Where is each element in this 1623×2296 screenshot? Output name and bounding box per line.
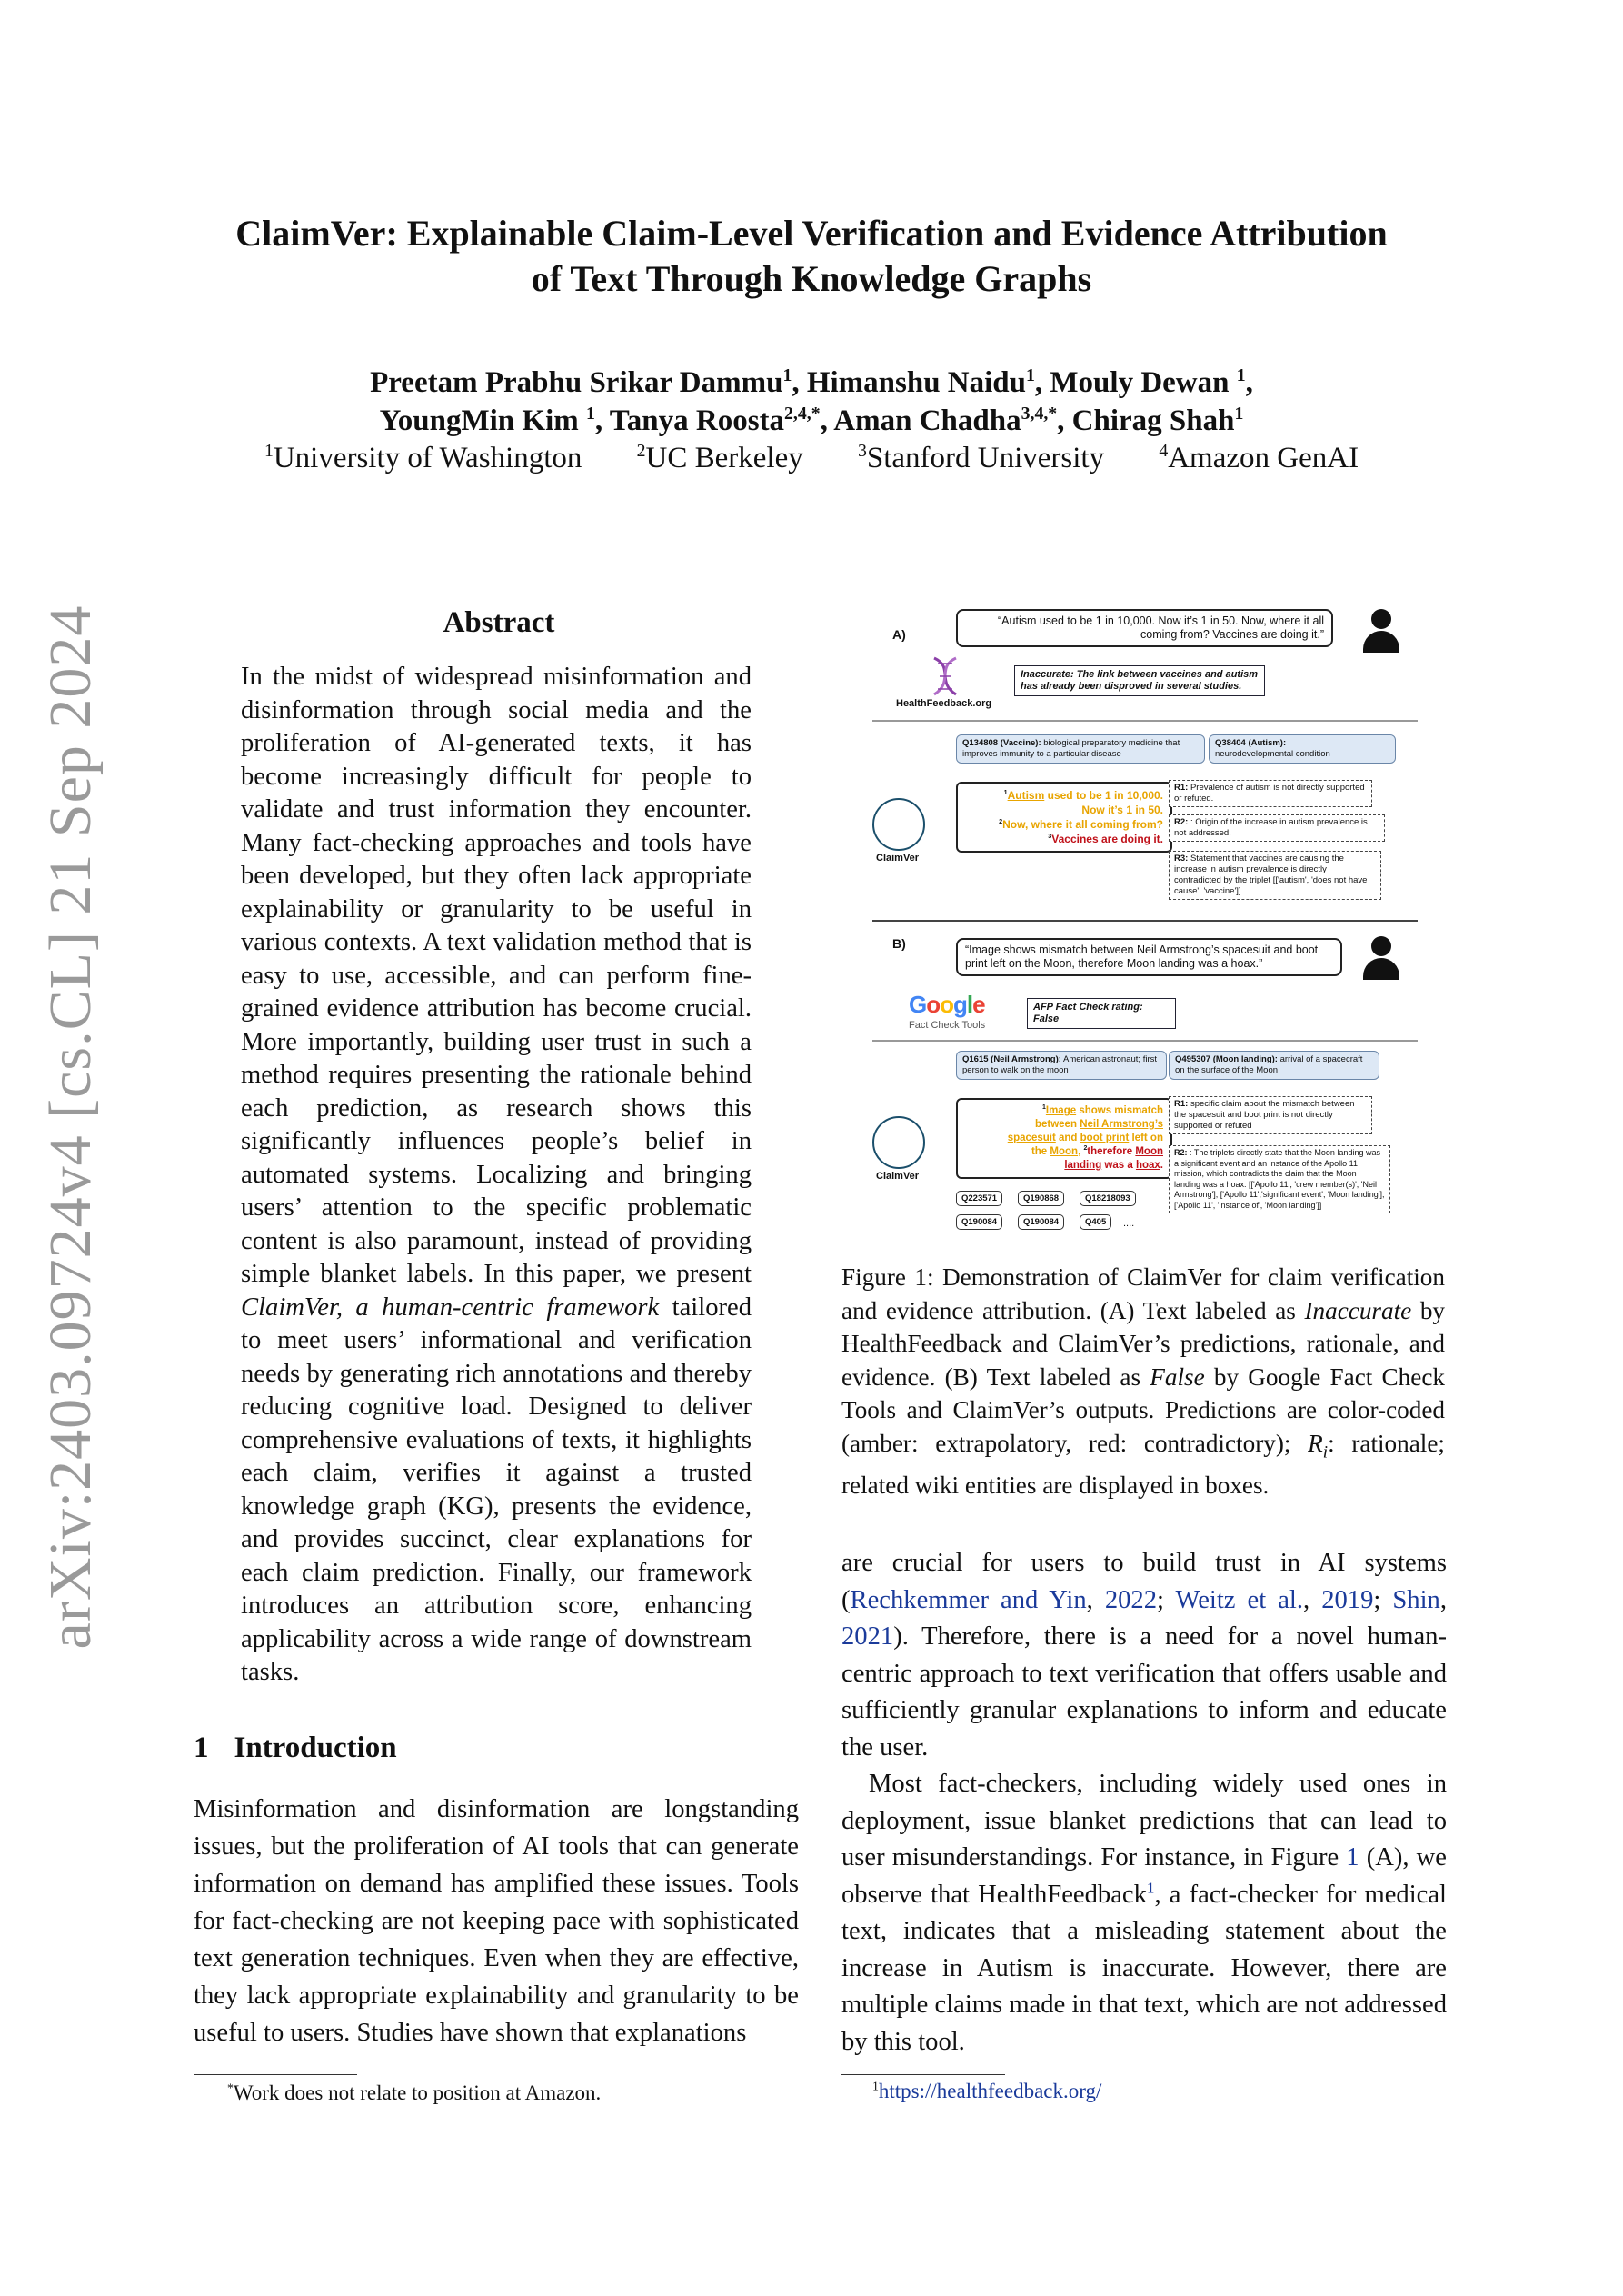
panel-a-label: A) [892, 627, 906, 642]
paragraph [841, 1545, 1447, 1766]
entity-desc: arrival of a spacecraft on the surface of the Moon [1175, 1054, 1363, 1075]
text: ; [1373, 1585, 1393, 1614]
affil-sup: 1 [264, 441, 274, 461]
citation-link[interactable]: Shin [1392, 1585, 1440, 1614]
caption-emphasis: False [1150, 1363, 1205, 1391]
panel-b-verdict: AFP Fact Check rating: False [1027, 998, 1176, 1029]
entity-span: Image [1045, 1105, 1077, 1116]
claim-text: left on [1129, 1133, 1163, 1143]
footnote-right [872, 2080, 1101, 2103]
divider [872, 1040, 1418, 1042]
google-logo: Google [909, 991, 985, 1018]
rationale-text: Prevalence of autism is not directly supported or refuted. [1174, 783, 1365, 804]
caption-emphasis: Inaccurate [1304, 1296, 1412, 1324]
entity-id: Q134808 (Vaccine): [962, 738, 1041, 748]
rationale-a-r2 [1169, 814, 1385, 842]
fact-check-tools-label: Fact Check Tools [909, 1020, 986, 1031]
citation-link[interactable]: 2019 [1321, 1585, 1374, 1614]
wiki-id-badge: Q190084 [956, 1214, 1002, 1230]
wiki-id-badge: Q405 [1080, 1214, 1111, 1230]
rationale-tag: R2: [1174, 817, 1189, 827]
entity-span: landing [1064, 1160, 1102, 1171]
affiliation [264, 442, 582, 474]
entity-box-neil-armstrong [956, 1051, 1167, 1080]
abstract-text: tailored to meet users’ informational and verification needs by generating rich annotations and thereby reducing cognitive load. Designed to deliver comprehensive evaluations of texts, it highlights each claim, verifies it against a trusted knowledge graph (KG), presents the evidence, and provides succinct, clear explanations for each claim prediction. Finally, our framework introduces an attribution score, enhancing applicability across a wide range of downstream tasks. [241, 1293, 752, 1686]
claim-number: 2 [1083, 1145, 1088, 1153]
entity-span: Moon [1135, 1146, 1163, 1157]
author-sup: 1 [1026, 365, 1035, 385]
footnote-text: Work does not relate to position at Amazon. [233, 2081, 602, 2104]
claim-text: therefore [1087, 1146, 1136, 1157]
paper-title [164, 211, 1459, 302]
rationale-text: specific claim about the mismatch between the spacesuit and boot print is not directly supported or refuted [1174, 1099, 1355, 1131]
caption-text: Figure 1: Demonstration of ClaimVer for claim verification and evidence attribution. (A) Text labeled as [841, 1263, 1445, 1324]
author-name: Preetam Prabhu Srikar Dammu [370, 366, 783, 399]
entity-box-vaccine [956, 734, 1205, 764]
author-sup: 1 [782, 365, 792, 385]
rationale-a-r1 [1169, 780, 1372, 807]
claim-text: Now it’s 1 in 50. [1081, 804, 1163, 816]
author-sup: 1 [1234, 404, 1244, 424]
text: are crucial for users to build trust in AI systems ( [841, 1549, 1447, 1614]
entity-desc: biological preparatory medicine that improves immunity to a particular disease [962, 738, 1180, 759]
affil-sup: 2 [636, 441, 646, 461]
claim-number: 1 [1042, 1104, 1046, 1112]
author-sup: 2,4,* [784, 404, 821, 424]
affil-name: Amazon GenAI [1168, 442, 1359, 474]
author-sup: 3,4,* [1021, 404, 1058, 424]
text: , [1086, 1585, 1105, 1614]
text: (A), we observe that HealthFeedback [841, 1843, 1447, 1909]
arxiv-id: arXiv:2403.09724v4 [cs.CL] 21 Sep 2024 [37, 604, 104, 1650]
divider [872, 720, 1418, 722]
rationale-b-r2 [1169, 1145, 1390, 1213]
claim-text: and [1055, 1133, 1080, 1143]
affil-name: Stanford University [866, 442, 1105, 474]
panel-b-claims [956, 1098, 1172, 1179]
entity-span: Vaccines [1051, 833, 1099, 845]
text: ; [1157, 1585, 1176, 1614]
claim-text: shows mismatch [1076, 1105, 1163, 1116]
entity-span: Autism [1007, 789, 1045, 802]
affil-sup: 4 [1159, 441, 1169, 461]
entity-span: boot print [1080, 1133, 1130, 1143]
rationale-a-r3 [1169, 851, 1381, 900]
source-healthfeedback: HealthFeedback.org [896, 698, 992, 709]
rationale-tag: R3: [1174, 854, 1189, 863]
abstract-body [241, 661, 752, 1690]
rationale-text: Statement that vaccines are causing the increase in autism prevalence is directly contradicted by the triplet [['autism', 'does not have cause', 'vaccine']] [1174, 854, 1368, 896]
claimver-logo-icon [872, 1116, 925, 1169]
footnote-marker: 1 [872, 2079, 879, 2093]
section-heading-introduction [194, 1732, 397, 1765]
abstract-heading: Abstract [443, 606, 555, 639]
user-avatar-icon [1361, 936, 1401, 982]
author-name: Aman Chadha [833, 404, 1021, 437]
text: Most fact-checkers, including widely used ones in deployment, issue blanket predictions that can lead to user misunderstandings. For instance, in Figure [841, 1770, 1447, 1872]
title-line-2: of Text Through Knowledge Graphs [531, 258, 1092, 299]
title-line-1: ClaimVer: Explainable Claim-Level Verification and Evidence Attribution [235, 213, 1388, 254]
claim-text: , [1078, 1146, 1084, 1157]
footnote-divider [194, 2074, 357, 2075]
rationale-text: : The triplets directly state that the Moon landing was a significant event and an instance of the Apollo 11 mission, which contradicts the claim that the Moon landing was a hoax. [['Apollo 11', 'crew member(s)', 'Neil Armstrong'], ['Apollo 11','significant event', 'Moon landing'], ['Apollo 11', 'instance of', 'Moon landing']] [1174, 1148, 1385, 1210]
claim-text: . [1160, 1160, 1163, 1171]
arxiv-stamp [37, 0, 104, 2296]
entity-id: Q1615 (Neil Armstrong): [962, 1054, 1061, 1064]
rationale-tag: R2: [1174, 1148, 1188, 1157]
claim-number: 3 [1048, 832, 1052, 840]
footnote-marker: * [227, 2081, 234, 2095]
citation-link[interactable]: 2022 [1104, 1585, 1158, 1614]
author-sup: 1 [585, 404, 595, 424]
entity-span: Moon [1050, 1146, 1079, 1157]
claimver-logo-icon [872, 798, 925, 851]
caption-text: : rationale; related wiki entities are displayed in boxes. [841, 1429, 1445, 1500]
caption-text: by Google Fact Check Tools and ClaimVer’s outputs. Predictions are color-coded (amber: extrapolatory, red: contradictory); [841, 1363, 1445, 1457]
wiki-id-badge: Q223571 [956, 1191, 1002, 1206]
claim-text: between [1034, 1119, 1080, 1130]
paragraph [841, 1766, 1447, 2061]
author-line-2: YoungMin Kim $^1$, Tanya Roosta$^{2,4,*}$, Aman Chadha$^{3,4,*}$, Chirag Shah$^1$ [379, 404, 1244, 437]
panel-b-quote-bubble: “Image shows mismatch between Neil Armstrong’s spacesuit and boot print left on the Moon, therefore Moon landing was a hoax.” [956, 938, 1342, 976]
claim-text: Now, where it all coming from? [1002, 818, 1163, 831]
rationale-tag: R1: [1174, 783, 1189, 793]
citation-link[interactable]: Weitz et al. [1175, 1585, 1303, 1614]
figure-1 [872, 600, 1418, 1245]
footnote-left [227, 2081, 601, 2105]
claim-text: are doing it. [1098, 833, 1163, 845]
claim-text: was a [1101, 1160, 1136, 1171]
panel-divider [872, 920, 1418, 922]
citation-link[interactable]: Rechkemmer and Yin [850, 1585, 1087, 1614]
footnote-ref-link[interactable]: 1 [1146, 1878, 1155, 1896]
text: , [1439, 1585, 1447, 1614]
author-name: Chirag Shah [1071, 404, 1235, 437]
rationale-text: : Origin of the increase in autism prevalence is not addressed. [1174, 817, 1368, 838]
wiki-id-badge: Q190084 [1018, 1214, 1064, 1230]
footnote-url-link[interactable]: https://healthfeedback.org/ [878, 2080, 1102, 2102]
abstract-text: In the midst of widespread misinformation and disinformation through social media and the proliferation of AI-generated texts, it has become increasingly difficult for people to validate and trust information they encounter. Many fact-checking approaches and tools have been developed, but they often lack appropriate explainability or granularity to be useful in various contexts. A text validation method that is easy to use, accessible, and can perform fine-grained evidence attribution has become crucial. More importantly, building user trust in such a method requires presenting the rationale behind each prediction, as research shows this significantly influences people’s belief in automated systems. Localizing and bringing users’ attention to the specific problematic content is also paramount, instead of providing simple blanket labels. In this paper, we present [241, 663, 752, 1288]
claim-text: the [1031, 1146, 1050, 1157]
author-name: Mouly Dewan [1050, 366, 1237, 399]
text: , [1303, 1585, 1322, 1614]
section-number: 1 [194, 1732, 209, 1764]
entity-span: spacesuit [1007, 1133, 1056, 1143]
panel-a-claims [956, 782, 1172, 853]
abstract-emphasis: ClaimVer, a human-centric framework [241, 1293, 660, 1322]
math-subscript: i [1322, 1442, 1329, 1462]
author-sup: 1 [1236, 365, 1246, 385]
citation-link[interactable]: 2021 [841, 1622, 894, 1651]
section-title: Introduction [234, 1732, 397, 1764]
author-name: YoungMin Kim [379, 404, 586, 437]
author-list [164, 364, 1459, 440]
rationale-b-r1 [1169, 1096, 1372, 1134]
more-ids-ellipsis: .... [1123, 1218, 1135, 1229]
affiliation [637, 442, 803, 474]
math-symbol: R [1308, 1429, 1323, 1457]
affil-sup: 3 [857, 441, 867, 461]
text: ). Therefore, there is a need for a novel human-centric approach to text verification that offers usable and sufficiently granular explanations to inform and educate the user. [841, 1622, 1447, 1762]
dna-helix-icon [927, 654, 963, 698]
entity-box-autism [1209, 734, 1396, 764]
intro-paragraph: Misinformation and disinformation are longstanding issues, but the proliferation of AI tools that can generate information on demand has amplified these issues. Tools for fact-checking are not keeping pace with sophisticated text generation techniques. Even when they are effective, they lack appropriate explainability and granularity to be useful to users. Studies have shown that explanations [194, 1795, 799, 2047]
rationale-tag: R1: [1174, 1099, 1189, 1109]
wiki-id-badge: Q18218093 [1080, 1191, 1136, 1206]
entity-desc: American astronaut; first person to walk on the moon [962, 1054, 1157, 1075]
caption-text: by HealthFeedback and ClaimVer’s predictions, rationale, and evidence. (B) Text labeled as [841, 1296, 1446, 1391]
claim-text: used to be 1 in 10,000. [1044, 789, 1163, 802]
footnote-divider [841, 2074, 1005, 2075]
entity-span: hoax [1135, 1160, 1160, 1171]
panel-a-verdict: Inaccurate: The link between vaccines and autism has already been disproved in several studies. [1014, 665, 1265, 696]
entity-span: Neil Armstrong’s [1080, 1119, 1163, 1130]
claim-number: 2 [999, 817, 1003, 825]
entity-box-moon-landing [1169, 1051, 1379, 1080]
author-line-1: Preetam Prabhu Srikar Dammu$^1$, Himanshu Naidu$^1$, Mouly Dewan $^1$, [370, 365, 1253, 399]
text: , a fact-checker for medical text, indicates that a misleading statement about the increase in Autism is inaccurate. However, there are multiple claims made in that text, which are not addressed by this tool. [841, 1880, 1448, 2056]
entity-desc: neurodevelopmental condition [1215, 749, 1330, 759]
wiki-id-badge: Q190868 [1018, 1191, 1064, 1206]
user-avatar-icon [1361, 609, 1401, 654]
entity-id: Q495307 (Moon landing): [1175, 1054, 1278, 1064]
affiliation [1159, 442, 1359, 474]
claimver-label: ClaimVer [876, 853, 920, 863]
panel-a-quote-bubble: “Autism used to be 1 in 10,000. Now it’s 1 in 50. Now, where it all coming from? Vaccines are doing it.” [956, 609, 1333, 647]
figure-1-caption [841, 1261, 1445, 1502]
panel-b-label: B) [892, 936, 906, 951]
affiliation [858, 442, 1104, 474]
author-name: Tanya Roosta [609, 404, 785, 437]
author-name: Himanshu Naidu [806, 366, 1027, 399]
right-column-text [841, 1545, 1447, 2061]
claimver-label: ClaimVer [876, 1171, 920, 1182]
affil-name: University of Washington [273, 442, 582, 474]
affil-name: UC Berkeley [645, 442, 803, 474]
entity-id: Q38404 (Autism): [1215, 738, 1287, 748]
figure-ref-link[interactable]: 1 [1346, 1843, 1359, 1872]
claim-number: 1 [1003, 788, 1008, 796]
affiliations [164, 440, 1459, 476]
